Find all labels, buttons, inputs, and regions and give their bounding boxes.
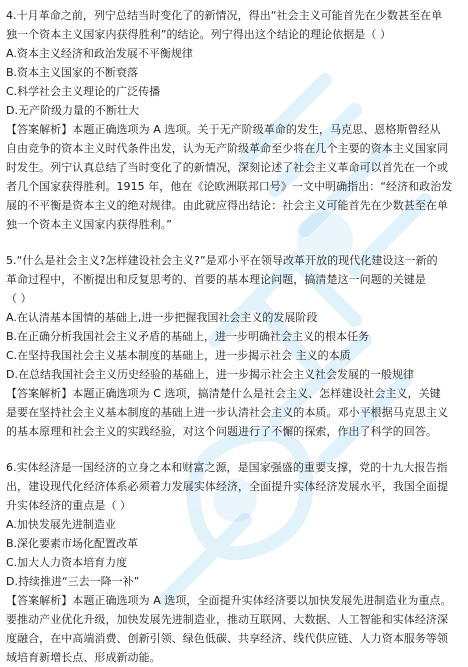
option-c: C.科学社会主义理论的广泛传播 bbox=[6, 85, 161, 98]
analysis-line: 【答案解析】本题正确选项为 A 选项。关于无产阶级革命的发生，马克思、恩格斯曾经从 bbox=[6, 123, 441, 136]
document-content bbox=[6, 6, 454, 667]
option-a: A.在认清基本国情的基础上,进一步把握我国社会主义的发展阶段 bbox=[6, 311, 318, 324]
analysis-line: 要推动产业优化升级，加快发展先进制造业，推动互联网、大数据、人工智能和实体经济深 bbox=[6, 613, 448, 626]
question-stem-line: 出，建设现代化经济体系必须着力发展实体经济，全面提升实体经济发展水平，我国全面提 bbox=[6, 480, 448, 493]
analysis-line: 【答案解析】本题正确选项为 A 选项，全面提升实体经济要以加快发展先进制造业为重点。 bbox=[6, 594, 452, 607]
option-d: D.在总结我国社会主义历史经验的基础上，进一步揭示社会主义社会发展的一般规律 bbox=[6, 368, 414, 381]
option-a: A.资本主义经济和政治发展不平衡规律 bbox=[6, 47, 193, 60]
question-stem-line: 革命过程中，不断提出和反复思考的、首要的基本理论问题，搞清楚这一问题的关键是 bbox=[6, 273, 426, 286]
analysis-line: 【答案解析】本题正确选项为 C 选项，搞清楚什么是社会主义、怎样建设社会主义，关键 bbox=[6, 387, 441, 400]
analysis-line: 时发生。列宁认真总结了当时变化了的新情况，深刻论述了社会主义革命可以首先在一个或 bbox=[6, 161, 448, 174]
option-b: B.资本主义国家的不断衰落 bbox=[6, 66, 139, 79]
question-stem-line: 独一个资本主义国家内获得胜利”的结论。列宁得出这个结论的理论依据是（ ） bbox=[6, 28, 391, 41]
analysis-line: 是要在坚持社会主义基本制度的基础上进一步认清社会主义的本质。邓小平根据马克思主义 bbox=[6, 406, 448, 419]
analysis-line: 自由竞争的资本主义时代条件出发，认为无产阶级革命至少将在几个主要的资本主义国家同 bbox=[6, 142, 448, 155]
analysis-line: 者几个国家获得胜利。1915 年，他在《论欧洲联邦口号》一文中明确指出：“经济和政治发 bbox=[6, 180, 453, 193]
question-stem-line: 5.“什么是社会主义?怎样建设社会主义?”是邓小平在领导改革开放的现代化建设这一新的 bbox=[6, 254, 438, 267]
analysis-line: 度融合，在中高端消费、创新引领、绿色低碳、共享经济、线代供应链、人力资本服务等领 bbox=[6, 632, 448, 645]
option-b: B.在正确分析我国社会主义矛盾的基础上，进一步明确社会主义的根本任务 bbox=[6, 330, 370, 343]
option-c: C.加大人力资本培育力度 bbox=[6, 556, 128, 569]
option-d: D.无产阶级力量的不断壮大 bbox=[6, 104, 139, 117]
option-a: A.加快发展先进制造业 bbox=[6, 518, 116, 531]
question-6 bbox=[6, 458, 454, 667]
question-stem-line: （ ） bbox=[6, 292, 32, 305]
question-stem-line: 6.实体经济是一国经济的立身之本和财富之源，是国家强盛的重要支撑，党的十九大报告指 bbox=[6, 461, 448, 474]
question-stem-line: 4.十月革命之前，列宁总结当时变化了的新情况，得出“社会主义可能首先在少数甚至在单 bbox=[6, 9, 443, 22]
option-c: C.在坚持我国社会主义基本制度的基础上，进一步揭示社会 主义的本质 bbox=[6, 349, 351, 362]
option-b: B.深化要素市场化配置改革 bbox=[6, 537, 139, 550]
analysis-line: 的基本原理和社会主义的实践经验，对这个问题进行了不懈的探索，作出了科学的回答。 bbox=[6, 425, 437, 438]
analysis-line: 域培育新增长点、形成新动能。 bbox=[6, 651, 161, 664]
question-stem-line: 升实体经济的重点是（ ） bbox=[6, 499, 132, 512]
option-d: D.持续推进“三去一降一补” bbox=[6, 575, 140, 588]
analysis-line: 展的不平衡是资本主义的绝对规律。由此就应得出结论：社会主义可能首先在少数甚至在单 bbox=[6, 199, 448, 212]
analysis-line: 独一个资本主义国家内获得胜利。” bbox=[6, 218, 172, 231]
question-5 bbox=[6, 251, 454, 441]
question-4 bbox=[6, 6, 454, 234]
